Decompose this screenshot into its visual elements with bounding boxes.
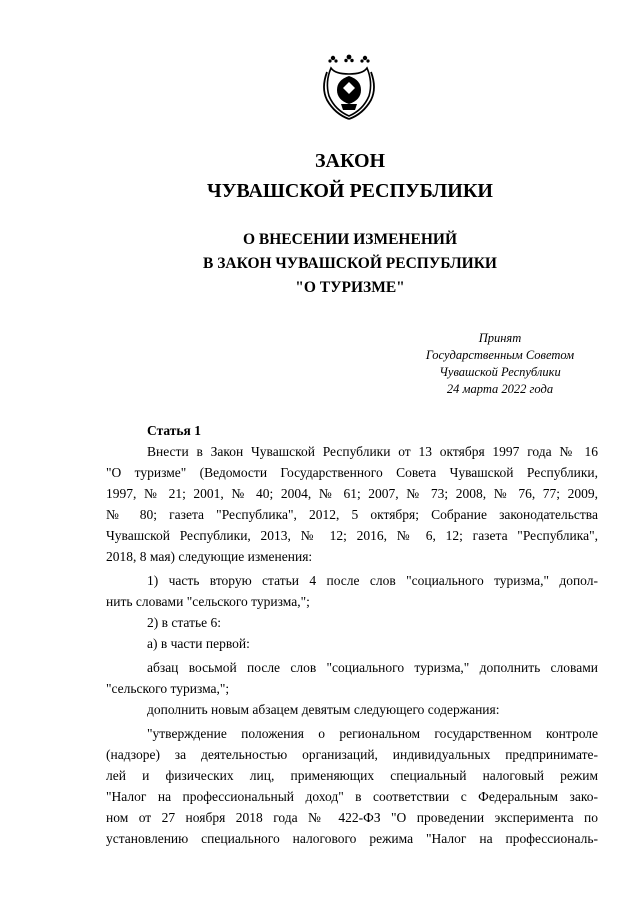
law-subtitle-line3: "О ТУРИЗМЕ" [295,279,405,296]
article-text-line: 1997, № 21; 2001, № 40; 2004, № 61; 2007, № 73; 2008, № 76, 77; 2009, [106,486,598,501]
adopted-date: 24 марта 2022 года [446,382,554,396]
article-text-line: (надзоре) за деятельностью организаций, индивидуальных предпринимате- [106,747,598,762]
adopted-by: Государственным Советом [425,348,575,362]
article-text-line: "Налог на профессиональный доход" в соответствии с Федеральным зако- [106,789,598,804]
article-text-line: а) в части первой: [147,636,250,651]
article-text-line: "О туризме" (Ведомости Государственного Совета Чувашской Республики, [106,465,598,480]
adopted-by-republic: Чувашской Республики [439,365,561,379]
adopted-label: Принят [478,331,522,345]
article-text-line: нить словами "сельского туризма,"; [106,594,310,609]
article-text-line: 2018, 8 мая) следующие изменения: [106,549,313,564]
article-text-line: установлению специального налогового режима "Налог на профессиональ- [106,831,598,846]
law-subtitle-line2: В ЗАКОН ЧУВАШСКОЙ РЕСПУБЛИКИ [203,255,497,272]
article-text-line: 1) часть вторую статьи 4 после слов "социального туризма," допол- [147,573,598,588]
article-text-line: лей и физических лиц, применяющих специальный налоговый режим [106,768,598,783]
article-text-line: № 80; газета "Республика", 2012, 5 октября; Собрание законодательства [106,507,598,522]
article-text-line: дополнить новым абзацем девятым следующего содержания: [147,702,500,717]
article-text-line: Внести в Закон Чувашской Республики от 13 октября 1997 года № 16 [147,444,598,459]
article-text-line: абзац восьмой после слов "социального туризма," дополнить словами [147,660,598,675]
law-subtitle-line1: О ВНЕСЕНИИ ИЗМЕНЕНИЙ [242,231,457,248]
article-text-line: 2) в статье 6: [147,615,221,630]
article-text-line: "утверждение положения о региональном государственном контроле [147,726,598,741]
law-title: ЗАКОН [314,150,386,172]
article-heading: Статья 1 [147,423,201,438]
chuvash-coat-of-arms-emblem [319,52,379,122]
article-text-line: "сельского туризма,"; [106,681,230,696]
article-text-line: ном от 27 ноября 2018 года № 422-ФЗ "О проведении эксперимента по [106,810,598,825]
article-text-line: Чувашской Республики, 2013, № 12; 2016, № 6, 12; газета "Республика", [106,528,598,543]
law-title-republic: ЧУВАШСКОЙ РЕСПУБЛИКИ [207,180,493,202]
